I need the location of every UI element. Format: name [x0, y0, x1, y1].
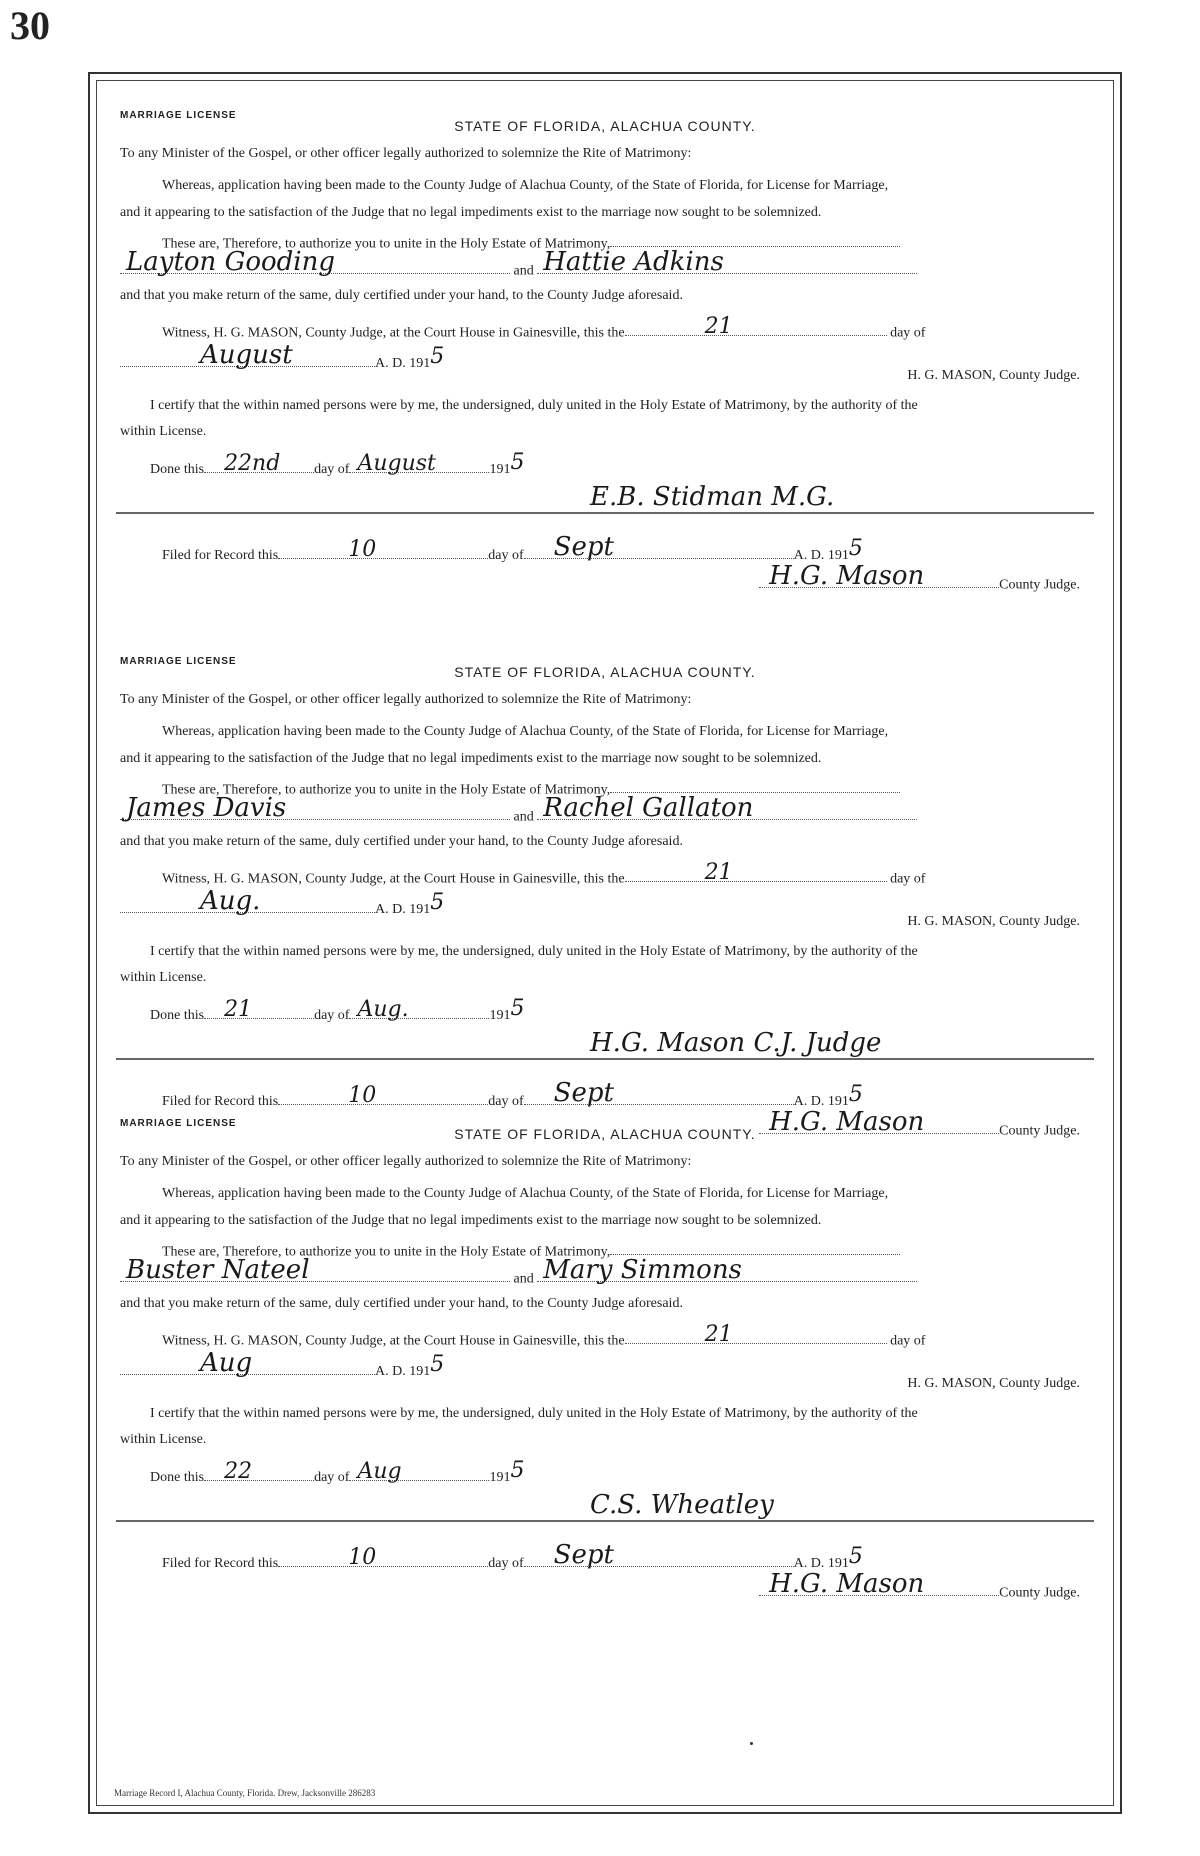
authorize-text: These are, Therefore, to authorize you to unite in the Holy Estate of Matrimony,: [162, 236, 611, 252]
license-tag: MARRIAGE LICENSE: [120, 1118, 237, 1129]
witness-day-of: day of: [890, 325, 926, 341]
authorize-dots: [610, 1239, 900, 1255]
witness-year: 5: [430, 1352, 445, 1377]
officiant-line: [120, 482, 1090, 512]
footer-imprint: Marriage Record I, Alachua County, Florida. Drew, Jacksonville 286283: [114, 1788, 376, 1798]
bride-name: Rachel Gallaton: [543, 793, 754, 824]
filed-day-of: day of: [488, 1094, 524, 1109]
names-line: [120, 793, 1090, 825]
filed-signature: H.G. Mason: [769, 1107, 925, 1138]
done-month-field: [349, 1459, 489, 1484]
and-word: and: [513, 263, 534, 279]
done-year-prefix: 191: [489, 462, 511, 477]
license-tag: MARRIAGE LICENSE: [120, 656, 237, 667]
done-year: 5: [510, 450, 525, 475]
filed-signature-field: [759, 561, 999, 592]
marriage-license: [120, 1096, 1090, 1638]
return-line: and that you make return of the same, duly certified under your hand, to the County Judge aforesaid.: [120, 834, 683, 849]
whereas-line: Whereas, application having been made to the County Judge of Alachua County, of the State of Florida, for License for Marriage,: [162, 724, 889, 739]
certify-line: I certify that the within named persons were by me, the undersigned, duly united in the Holy Estate of Matrimony, by the authority of the: [150, 398, 918, 413]
license-heading: STATE OF FLORIDA, ALACHUA COUNTY.: [454, 1126, 756, 1142]
filed-day: 10: [348, 1545, 377, 1570]
witness-day-field: [625, 860, 887, 886]
groom-name: Buster Nateel: [126, 1255, 310, 1286]
done-month: Aug: [357, 1459, 402, 1484]
filed-month: Sept: [553, 532, 614, 562]
county-judge-line: [120, 561, 1090, 593]
certify-line: I certify that the within named persons were by me, the undersigned, duly united in the Holy Estate of Matrimony, by the authority of the: [150, 944, 918, 959]
within-line: within License.: [120, 424, 207, 439]
done-day: 21: [224, 997, 253, 1022]
authorize-dots: [610, 777, 900, 793]
groom-field: [120, 1255, 510, 1286]
witness-day-of: day of: [890, 871, 926, 887]
groom-name: Layton Gooding: [126, 247, 335, 278]
license-heading: STATE OF FLORIDA, ALACHUA COUNTY.: [454, 118, 756, 134]
witness-ad: A. D. 191: [375, 1364, 431, 1379]
witness-day: 21: [704, 860, 733, 886]
ink-speck: [750, 1742, 753, 1745]
within-line: within License.: [120, 970, 207, 985]
witness-text: Witness, H. G. MASON, County Judge, at the Court House in Gainesville, this the: [162, 871, 625, 887]
filed-ad: A. D. 191: [793, 1094, 849, 1109]
judge-line: H. G. MASON, County Judge.: [907, 368, 1080, 383]
done-text: Done this: [150, 1470, 205, 1485]
whereas-line: Whereas, application having been made to the County Judge of Alachua County, of the State of Florida, for License for Marriage,: [162, 1186, 889, 1201]
officiant-line: [120, 1490, 1090, 1520]
address-line: To any Minister of the Gospel, or other officer legally authorized to solemnize the Rite of Matrimony:: [120, 692, 692, 707]
witness-ad: A. D. 191: [375, 902, 431, 917]
filed-day: 10: [348, 1083, 377, 1108]
witness-line: [120, 860, 1090, 887]
filed-ad: A. D. 191: [793, 1556, 849, 1571]
witness-line: [120, 314, 1090, 341]
filed-line: [120, 532, 1090, 565]
filed-year: 5: [848, 536, 863, 561]
filed-text: Filed for Record this: [162, 1094, 279, 1109]
done-month-field: [349, 451, 489, 476]
done-day: 22nd: [224, 451, 281, 476]
done-line: [120, 1458, 1090, 1487]
groom-name: James Davis: [126, 793, 287, 824]
done-day-of: day of: [314, 1008, 350, 1023]
and-word: and: [513, 809, 534, 825]
county-judge-text: County Judge.: [999, 1123, 1080, 1139]
filed-year: 5: [848, 1082, 863, 1107]
officiant-signature: C.S. Wheatley: [590, 1490, 774, 1520]
done-year: 5: [510, 996, 525, 1021]
witness-day-field: [625, 314, 887, 340]
done-text: Done this: [150, 462, 205, 477]
done-day-field: [204, 451, 314, 476]
address-line: To any Minister of the Gospel, or other officer legally authorized to solemnize the Rite of Matrimony:: [120, 1154, 692, 1169]
bride-name: Hattie Adkins: [543, 247, 724, 278]
license-heading: STATE OF FLORIDA, ALACHUA COUNTY.: [454, 664, 756, 680]
filed-day-field: [278, 1545, 488, 1570]
filed-year: 5: [848, 1544, 863, 1569]
done-line: [120, 996, 1090, 1025]
judge-line: H. G. MASON, County Judge.: [907, 1376, 1080, 1391]
done-year: 5: [510, 1458, 525, 1483]
filed-day-of: day of: [488, 548, 524, 563]
filed-month: Sept: [553, 1540, 614, 1570]
filed-month-field: [524, 532, 794, 562]
witness-month: Aug.: [200, 886, 261, 916]
witness-text: Witness, H. G. MASON, County Judge, at the Court House in Gainesville, this the: [162, 1333, 625, 1349]
officiant-line: [120, 1028, 1090, 1058]
separator-line: [116, 1058, 1094, 1060]
page-number: 30: [10, 3, 50, 48]
county-judge-text: County Judge.: [999, 577, 1080, 593]
done-month: August: [357, 451, 436, 476]
separator-line: [116, 1520, 1094, 1522]
filed-line: [120, 1540, 1090, 1573]
witness-month-field: [120, 886, 375, 916]
address-line: To any Minister of the Gospel, or other officer legally authorized to solemnize the Rite of Matrimony:: [120, 146, 692, 161]
done-day-of: day of: [314, 462, 350, 477]
done-day-field: [204, 1459, 314, 1484]
filed-day-field: [278, 537, 488, 562]
filed-signature: H.G. Mason: [769, 1569, 925, 1600]
authorize-text: These are, Therefore, to authorize you to unite in the Holy Estate of Matrimony,: [162, 1244, 611, 1260]
certify-line: I certify that the within named persons were by me, the undersigned, duly united in the Holy Estate of Matrimony, by the authority of the: [150, 1406, 918, 1421]
county-judge-text: County Judge.: [999, 1585, 1080, 1601]
filed-ad: A. D. 191: [793, 548, 849, 563]
county-judge-line: [120, 1569, 1090, 1601]
judge-line: H. G. MASON, County Judge.: [907, 914, 1080, 929]
bride-field: [537, 793, 917, 824]
witness-month-field: [120, 1348, 375, 1378]
officiant-signature: H.G. Mason C.J. Judge: [590, 1028, 882, 1058]
witness-text: Witness, H. G. MASON, County Judge, at the Court House in Gainesville, this the: [162, 325, 625, 341]
and-word: and: [513, 1271, 534, 1287]
separator-line: [116, 512, 1094, 514]
witness-month: August: [200, 340, 293, 370]
done-month-field: [349, 997, 489, 1022]
done-text: Done this: [150, 1008, 205, 1023]
filed-signature: H.G. Mason: [769, 561, 925, 592]
witness-day: 21: [704, 314, 733, 340]
done-year-prefix: 191: [489, 1470, 511, 1485]
done-day: 22: [224, 1459, 253, 1484]
witness-day-of: day of: [890, 1333, 926, 1349]
names-line: [120, 247, 1090, 279]
filed-text: Filed for Record this: [162, 548, 279, 563]
appearing-line: and it appearing to the satisfaction of the Judge that no legal impediments exist to the marriage now sought to be solemnized.: [120, 751, 822, 766]
filed-text: Filed for Record this: [162, 1556, 279, 1571]
done-day-field: [204, 997, 314, 1022]
filed-day-of: day of: [488, 1556, 524, 1571]
witness-day-field: [625, 1322, 887, 1348]
done-day-of: day of: [314, 1470, 350, 1485]
witness-year: 5: [430, 890, 445, 915]
witness-month-field: [120, 340, 375, 370]
bride-name: Mary Simmons: [543, 1255, 742, 1286]
authorize-text: These are, Therefore, to authorize you to unite in the Holy Estate of Matrimony,: [162, 782, 611, 798]
record-frame: [88, 72, 1122, 1814]
witness-day: 21: [704, 1322, 733, 1348]
whereas-line: Whereas, application having been made to the County Judge of Alachua County, of the State of Florida, for License for Marriage,: [162, 178, 889, 193]
names-line: [120, 1255, 1090, 1287]
witness-ad: A. D. 191: [375, 356, 431, 371]
groom-field: [120, 793, 510, 824]
witness-line: [120, 1322, 1090, 1349]
appearing-line: and it appearing to the satisfaction of the Judge that no legal impediments exist to the marriage now sought to be solemnized.: [120, 1213, 822, 1228]
return-line: and that you make return of the same, duly certified under your hand, to the County Judge aforesaid.: [120, 1296, 683, 1311]
appearing-line: and it appearing to the satisfaction of the Judge that no legal impediments exist to the marriage now sought to be solemnized.: [120, 205, 822, 220]
marriage-license: [120, 634, 1090, 1176]
filed-signature-field: [759, 1569, 999, 1600]
license-tag: MARRIAGE LICENSE: [120, 110, 237, 121]
groom-field: [120, 247, 510, 278]
done-year-prefix: 191: [489, 1008, 511, 1023]
marriage-license: [120, 88, 1090, 630]
done-month: Aug.: [357, 997, 409, 1022]
filed-day: 10: [348, 537, 377, 562]
witness-year: 5: [430, 344, 445, 369]
return-line: and that you make return of the same, duly certified under your hand, to the County Judge aforesaid.: [120, 288, 683, 303]
within-line: within License.: [120, 1432, 207, 1447]
bride-field: [537, 1255, 917, 1286]
filed-month-field: [524, 1540, 794, 1570]
filed-month: Sept: [553, 1078, 614, 1108]
authorize-dots: [610, 231, 900, 247]
officiant-signature: E.B. Stidman M.G.: [590, 482, 835, 512]
done-line: [120, 450, 1090, 479]
bride-field: [537, 247, 917, 278]
witness-month: Aug: [200, 1348, 253, 1378]
